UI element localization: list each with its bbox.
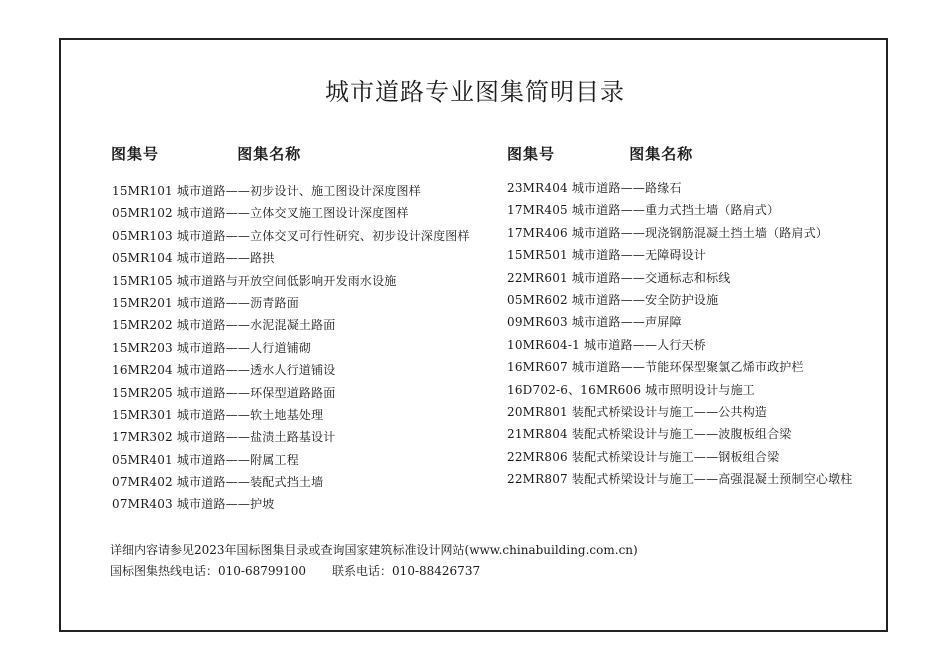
atlas-code: 22MR601 (507, 270, 568, 285)
left-entry-list (112, 180, 470, 516)
atlas-name: 城市道路——安全防护设施 (571, 292, 719, 307)
catalog-entry (112, 225, 470, 247)
atlas-name: 城市道路——附属工程 (176, 452, 299, 467)
atlas-name: 城市道路——初步设计、施工图设计深度图样 (176, 184, 421, 198)
atlas-code: 05MR102 (112, 206, 173, 221)
atlas-name: 城市道路——装配式挡土墙 (176, 475, 324, 490)
catalog-entry (507, 222, 853, 244)
atlas-code: 05MR401 (112, 452, 173, 467)
catalog-entry (112, 292, 470, 314)
catalog-entry (507, 334, 853, 356)
right-header-code: 图集号 (507, 145, 556, 163)
catalog-entry (507, 267, 853, 289)
catalog-entry (112, 426, 470, 448)
catalog-entry (507, 199, 853, 221)
atlas-code: 16MR204 (112, 363, 173, 378)
atlas-name: 装配式桥梁设计与施工——公共构造 (571, 404, 768, 419)
catalog-entry (112, 202, 470, 224)
atlas-code: 07MR403 (112, 497, 173, 512)
page-title: 城市道路专业图集简明目录 (325, 78, 625, 106)
catalog-entry (112, 359, 470, 381)
atlas-code: 05MR602 (507, 292, 568, 307)
atlas-name: 装配式桥梁设计与施工——钢板组合梁 (571, 449, 780, 464)
catalog-entry (507, 468, 853, 490)
atlas-name: 城市道路——护坡 (176, 497, 275, 512)
atlas-code: 15MR205 (112, 385, 173, 400)
atlas-name: 装配式桥梁设计与施工——波腹板组合梁 (571, 427, 792, 442)
hotline-text: 国标图集热线电话：010-68799100 (110, 564, 307, 578)
catalog-entry (507, 401, 853, 423)
contact-text: 联系电话：010-88426737 (332, 564, 481, 578)
catalog-entry (112, 337, 470, 359)
atlas-code: 22MR807 (507, 472, 568, 487)
atlas-code: 15MR301 (112, 407, 173, 422)
atlas-code: 22MR806 (507, 449, 568, 464)
catalog-entry (507, 446, 853, 468)
left-column-header (111, 143, 301, 164)
right-column-header (507, 143, 693, 164)
right-entry-list (507, 177, 853, 490)
atlas-code: 09MR603 (507, 315, 568, 330)
atlas-code: 15MR201 (112, 295, 173, 310)
catalog-entry (507, 311, 853, 333)
atlas-code: 15MR105 (112, 273, 173, 288)
atlas-name: 城市道路——盐渍土路基设计 (176, 430, 336, 445)
atlas-name: 城市道路——交通标志和标线 (571, 270, 731, 285)
catalog-entry (112, 180, 470, 202)
atlas-code: 05MR104 (112, 251, 173, 266)
atlas-name: 城市道路——立体交叉可行性研究、初步设计深度图样 (176, 228, 470, 243)
atlas-code: 10MR604-1 (507, 337, 580, 352)
atlas-name: 城市道路——节能环保型聚氯乙烯市政护栏 (571, 360, 804, 375)
catalog-entry (507, 244, 853, 266)
catalog-entry (112, 471, 470, 493)
atlas-name: 城市道路——立体交叉施工图设计深度图样 (176, 206, 409, 221)
atlas-name: 城市道路——人行道铺砌 (176, 340, 312, 355)
catalog-entry (112, 247, 470, 269)
left-header-name: 图集名称 (237, 145, 302, 163)
atlas-code: 15MR203 (112, 340, 173, 355)
atlas-name: 城市道路——重力式挡土墙（路肩式） (571, 203, 780, 218)
catalog-entry (112, 270, 470, 292)
atlas-code: 17MR405 (507, 203, 568, 218)
catalog-entry (507, 423, 853, 445)
atlas-name: 城市道路——水泥混凝土路面 (176, 318, 336, 333)
atlas-name: 城市道路——无障碍设计 (571, 248, 707, 263)
atlas-code: 21MR804 (507, 427, 568, 442)
atlas-code: 15MR501 (507, 248, 568, 263)
footer-note: 详细内容请参见2023年国标图集目录或查询国家建筑标准设计网站(www.chinabuilding.com.cn) (110, 543, 638, 557)
atlas-name: 城市道路——路拱 (176, 251, 275, 266)
catalog-entry (507, 177, 853, 199)
atlas-code: 20MR801 (507, 404, 568, 419)
atlas-name: 城市道路——环保型道路路面 (176, 385, 336, 400)
left-header-code: 图集号 (111, 145, 160, 163)
atlas-code: 16D702-6、16MR606 (507, 382, 642, 397)
atlas-name: 城市道路——软土地基处理 (176, 407, 324, 422)
atlas-code: 15MR101 (112, 184, 173, 198)
atlas-name: 城市照明设计与施工 (645, 382, 755, 397)
atlas-code: 07MR402 (112, 475, 173, 490)
catalog-entry (507, 379, 853, 401)
right-header-name: 图集名称 (629, 145, 694, 163)
catalog-entry (507, 356, 853, 378)
atlas-name: 装配式桥梁设计与施工——高强混凝土预制空心墩柱 (571, 472, 853, 487)
atlas-code: 15MR202 (112, 318, 173, 333)
atlas-name: 城市道路——沥青路面 (176, 295, 299, 310)
atlas-code: 17MR302 (112, 430, 173, 445)
catalog-entry (112, 404, 470, 426)
atlas-name: 城市道路——路缘石 (571, 181, 682, 195)
atlas-name: 城市道路——透水人行道铺设 (176, 363, 336, 378)
catalog-entry (112, 314, 470, 336)
catalog-entry (112, 449, 470, 471)
catalog-entry (112, 493, 470, 515)
atlas-code: 16MR607 (507, 360, 568, 375)
atlas-name: 城市道路——现浇钢筋混凝土挡土墙（路肩式） (571, 225, 829, 240)
atlas-code: 05MR103 (112, 228, 173, 243)
catalog-entry (112, 382, 470, 404)
footer-phones (110, 562, 480, 579)
atlas-name: 城市道路——声屏障 (571, 315, 682, 330)
atlas-name: 城市道路与开放空间低影响开发雨水设施 (176, 273, 397, 288)
atlas-code: 17MR406 (507, 225, 568, 240)
atlas-name: 城市道路——人行天桥 (584, 337, 707, 352)
catalog-entry (507, 289, 853, 311)
atlas-code: 23MR404 (507, 181, 568, 195)
